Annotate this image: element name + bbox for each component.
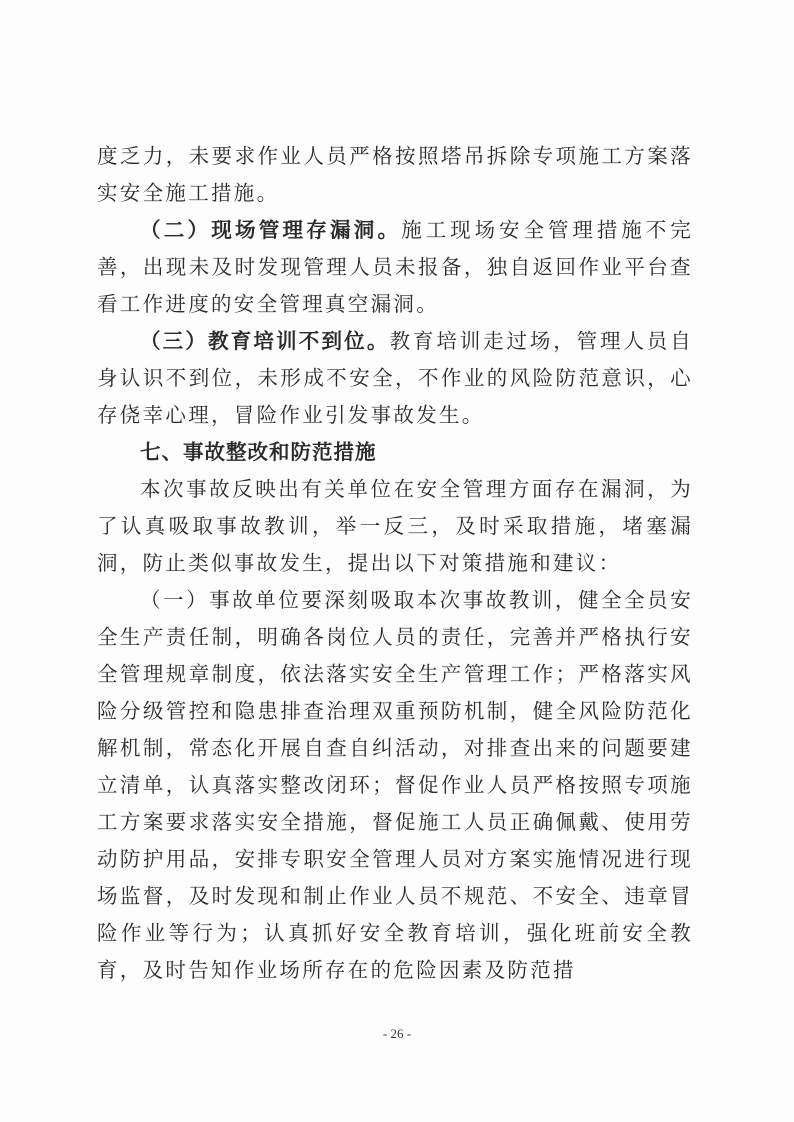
paragraph-item-2: [97, 212, 693, 323]
paragraph-measure-1: （一）事故单位要深刻吸取本次事故教训，健全全员安全生产责任制，明确各岗位人员的责任，完善并严格执行安全管理规章制度，依法落实安全生产管理工作；严格落实风险分级管控和隐患排查治理双重预防机制，健全风险防范化解机制，常态化开展自查自纠活动，对排查出来的问题要建立清单，认真落实整改闭环；督促作业人员严格按照专项施工方案要求落实安全措施，督促施工人员正确佩戴、使用劳动防护用品，安排专职安全管理人员对方案实施情况进行现场监督，及时发现和制止作业人员不规范、不安全、违章冒险作业等行为；认真抓好安全教育培训，强化班前安全教育，及时告知作业场所存在的危险因素及防范措: [97, 588, 693, 982]
item-label: （二）现场管理存漏洞。: [140, 218, 402, 242]
document-body: [97, 138, 693, 989]
paragraph-intro: 本次事故反映出有关单位在安全管理方面存在漏洞，为了认真吸取事故教训，举一反三，及时采取措施，堵塞漏洞，防止类似事故发生，提出以下对策措施和建议：: [97, 477, 693, 575]
paragraph-continuation: 度乏力，未要求作业人员严格按照塔吊拆除专项施工方案落实安全施工措施。: [97, 144, 693, 205]
paragraph-item-3: [97, 323, 693, 434]
section-heading: 七、事故整改和防范措施: [140, 440, 377, 464]
item-label: （三）教育培训不到位。: [140, 329, 390, 353]
page-number: - 26 -: [382, 1026, 412, 1041]
item-text: 教育培训走过场，管理人员自身认识不到位，未形成不安全，不作业的风险防范意识，心存侥幸心理，冒险作业引发事故发生。: [97, 329, 693, 427]
item-text: 施工现场安全管理措施不完善，出现未及时发现管理人员未报备，独自返回作业平台查看工作进度的安全管理真空漏洞。: [97, 218, 693, 316]
